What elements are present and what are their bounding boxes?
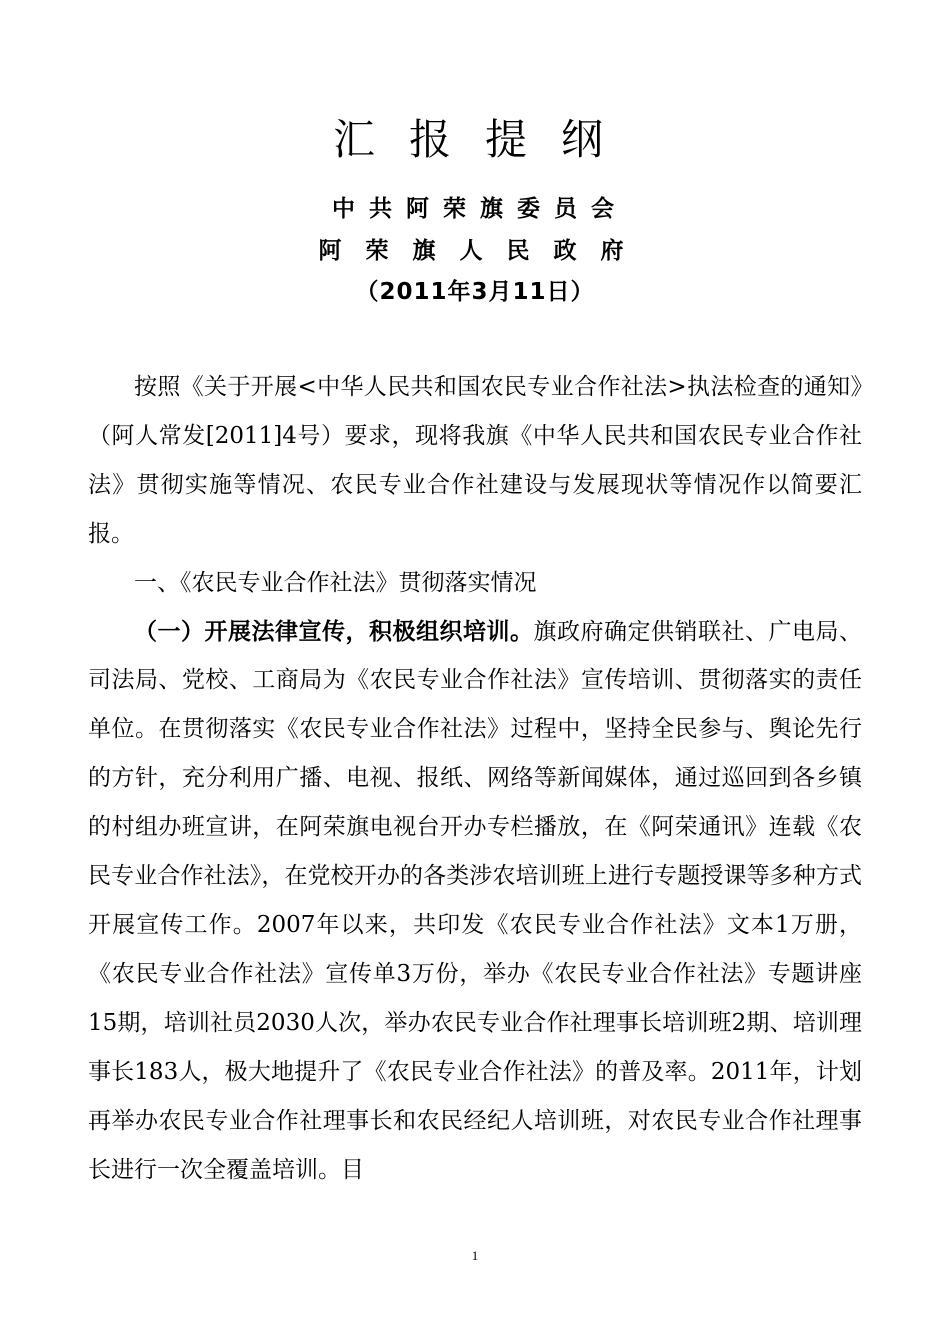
subsection-text: 旗政府确定供销联社、广电局、司法局、党校、工商局为《农民专业合作社法》宣传培训、贯彻落实的责任单位。在贯彻落实《农民专业合作社法》过程中，坚持全民参与、舆论先行的方针，充分利用广播、电视、报纸、网络等新闻媒体，通过巡回到各乡镇的村组办班宣讲，在阿荣旗电视台开办专栏播放，在《阿荣通讯》连载《农民专业合作社法》，在党校开办的各类涉农培训班上进行专题授课等多种方式开展宣传工作。2007年以来，共印发《农民专业合作社法》文本1万册，《农民专业合作社法》宣传单3万份，举办《农民专业合作社法》专题讲座15期，培训社员2030人次，举办农民专业合作社理事长培训班2期、培训理事长183人，极大地提升了《农民专业合作社法》的普及率。2011年，计划再举办农民专业合作社理事长和农民经纪人培训班，对农民专业合作社理事长进行一次全覆盖培训。目 bbox=[88, 618, 862, 1183]
page-number: 1 bbox=[471, 1248, 479, 1263]
document-body bbox=[88, 363, 862, 1194]
subsection-lead: （一）开展法律宣传，积极组织培训。 bbox=[134, 618, 534, 645]
issuer-government: 阿荣旗人民政府 bbox=[318, 238, 648, 264]
document-date: （2011年3月11日） bbox=[355, 279, 595, 305]
subsection-paragraph bbox=[88, 608, 862, 1195]
issuer-party-committee: 中共阿荣旗委员会 bbox=[332, 196, 628, 222]
document-title: 汇报提纲 bbox=[332, 115, 637, 164]
intro-paragraph: 按照《关于开展<中华人民共和国农民专业合作社法>执法检查的通知》（阿人常发[2011]4号）要求，现将我旗《中华人民共和国农民专业合作社法》贯彻实施等情况、农民专业合作社建设与发展现状等情况作以简要汇报。 bbox=[88, 374, 862, 547]
section-heading: 一、《农民专业合作社法》贯彻落实情况 bbox=[134, 569, 537, 596]
